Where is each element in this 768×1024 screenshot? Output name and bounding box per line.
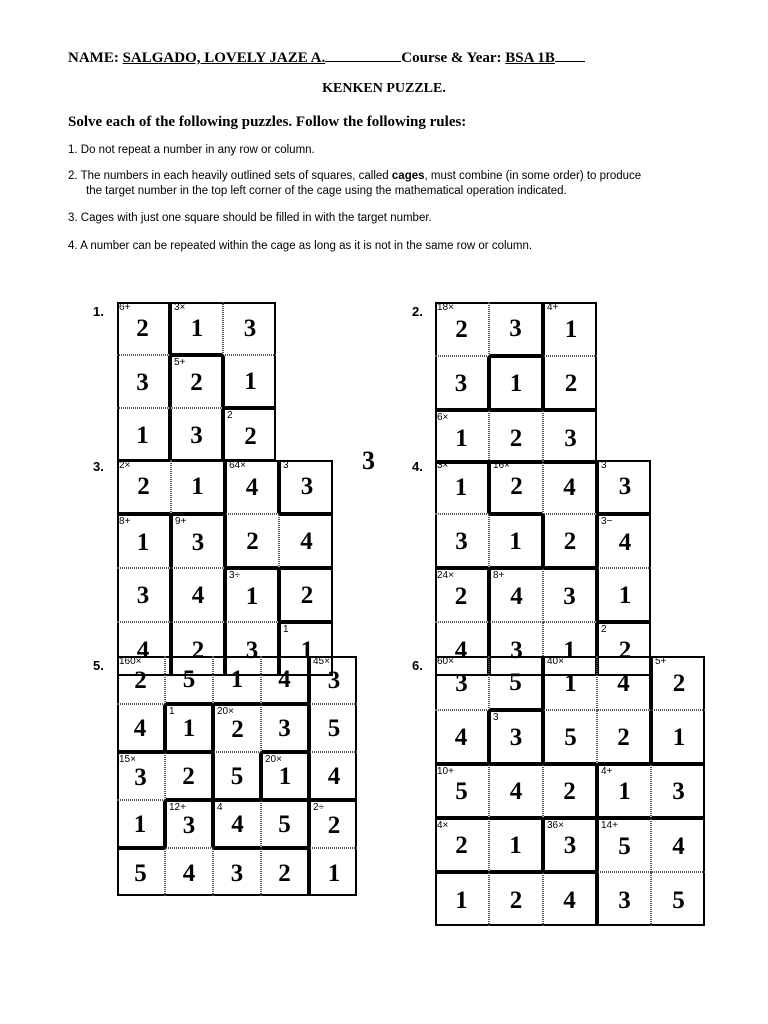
cell-answer: 1 <box>190 314 204 342</box>
cell-answer: 4 <box>672 832 685 860</box>
cell-answer: 2 <box>137 473 150 500</box>
cell-answer: 3 <box>563 832 577 859</box>
cell-answer: 1 <box>327 859 341 887</box>
puzzle-cell <box>165 800 213 848</box>
puzzle-cell <box>223 355 276 408</box>
puzzle-cell <box>651 764 705 818</box>
puzzle-cell <box>543 514 597 568</box>
cell-answer: 2 <box>231 715 244 743</box>
cell-answer: 1 <box>133 810 147 838</box>
cell-answer: 4 <box>300 528 313 555</box>
cell-answer: 2 <box>455 832 468 859</box>
course-value: BSA 1B <box>505 50 555 66</box>
cell-answer: 2 <box>563 778 576 805</box>
cell-answer: 3 <box>182 811 196 839</box>
puzzle-cell <box>279 568 333 622</box>
cell-answer: 2 <box>191 636 205 664</box>
cell-answer: 3 <box>563 582 576 610</box>
cage-clue: 6× <box>437 412 449 423</box>
puzzle-cell <box>435 568 489 622</box>
cage-clue: 20× <box>217 706 234 717</box>
cage-clue: 3× <box>174 302 186 313</box>
cell-answer: 2 <box>327 811 341 839</box>
puzzle-5-label: 5. <box>93 658 104 673</box>
cage-clue: 8+ <box>119 516 131 527</box>
puzzle-cell <box>435 356 489 410</box>
cell-answer: 5 <box>672 886 685 914</box>
cage-clue: 3 <box>493 712 499 723</box>
puzzle-cell <box>309 752 357 800</box>
puzzle-cell <box>543 302 597 356</box>
cell-answer: 5 <box>455 778 468 805</box>
cell-answer: 4 <box>509 778 523 805</box>
cell-answer: 1 <box>278 763 292 790</box>
cell-answer: 2 <box>510 473 523 500</box>
puzzle-cell <box>213 800 261 848</box>
cell-answer: 3 <box>136 582 150 609</box>
cell-answer: 3 <box>672 778 685 805</box>
cage-clue: 9+ <box>175 516 187 527</box>
cage-clue: 45× <box>313 656 330 667</box>
cage-clue: 12+ <box>169 802 186 813</box>
puzzle-cell <box>597 568 651 622</box>
cage-clue: 10+ <box>437 766 454 777</box>
puzzle-cell <box>597 764 651 818</box>
cell-answer: 2 <box>618 637 632 664</box>
cell-answer: 1 <box>454 473 468 501</box>
puzzle-cell <box>117 355 170 408</box>
cage-clue: 2÷ <box>313 802 325 813</box>
puzzle-cell <box>165 752 213 800</box>
cell-answer: 3 <box>509 315 522 342</box>
cage-clue: 2 <box>601 624 607 635</box>
cell-answer: 3 <box>564 425 577 452</box>
cell-answer: 1 <box>182 715 196 742</box>
cell-answer: 4 <box>454 636 468 664</box>
cell-answer: 3 <box>245 636 259 664</box>
cell-answer: 1 <box>509 832 522 859</box>
cell-answer: 1 <box>564 669 577 697</box>
puzzle-cell <box>225 568 279 622</box>
cell-answer: 1 <box>618 778 631 805</box>
cell-answer: 3 <box>509 724 523 751</box>
cell-answer: 1 <box>509 370 523 397</box>
puzzle-cell <box>279 514 333 568</box>
cell-answer: 2 <box>509 425 523 452</box>
puzzle-cell <box>651 656 705 710</box>
rule-1: 1. Do not repeat a number in any row or column. <box>68 144 315 156</box>
cell-answer: 1 <box>455 425 468 452</box>
cage-clue: 1 <box>283 624 289 635</box>
puzzle-cell <box>261 848 309 896</box>
puzzle-cell <box>117 752 165 800</box>
cell-answer: 3 <box>455 669 468 697</box>
cage-clue: 4 <box>217 802 223 813</box>
rule-2 <box>68 169 641 199</box>
puzzle-cell <box>171 460 225 514</box>
puzzle-cell <box>165 704 213 752</box>
cage-clue: 2× <box>119 460 131 471</box>
cell-answer: 1 <box>618 581 632 609</box>
course-underline <box>555 50 585 62</box>
puzzle-cell <box>261 704 309 752</box>
puzzle-cell <box>435 872 489 926</box>
puzzle-cell <box>117 704 165 752</box>
cage-clue: 60× <box>437 656 454 667</box>
course-label: Course & Year: <box>401 50 502 66</box>
cell-answer: 4 <box>278 666 291 693</box>
puzzle-cell <box>117 302 170 355</box>
cell-answer: 1 <box>136 422 149 449</box>
cell-answer: 2 <box>672 669 686 697</box>
puzzle-cell <box>597 460 651 514</box>
puzzle-cell <box>489 302 543 356</box>
puzzle-cell <box>309 800 357 848</box>
cell-answer: 2 <box>454 582 468 610</box>
rule-2-text-a: 2. The numbers in each heavily outlined sets of squares, called <box>68 170 392 182</box>
cage-clue: 24× <box>437 570 454 581</box>
puzzle-cell <box>261 800 309 848</box>
student-header <box>68 50 585 67</box>
puzzle-cell <box>213 704 261 752</box>
puzzle-cell <box>225 514 279 568</box>
puzzle-cell <box>597 514 651 568</box>
rule-4: 4. A number can be repeated within the cage as long as it is not in the same row or column. <box>68 240 533 252</box>
cell-answer: 5 <box>182 666 196 693</box>
puzzle-cell <box>213 752 261 800</box>
puzzle-cell <box>435 710 489 764</box>
puzzle-cell <box>489 872 543 926</box>
cage-clue: 15× <box>119 754 136 765</box>
cell-answer: 3 <box>510 636 523 664</box>
puzzle-2-label: 2. <box>412 304 423 319</box>
cell-answer: 1 <box>136 528 150 556</box>
cell-answer: 4 <box>191 582 205 609</box>
puzzle-cell <box>489 818 543 872</box>
puzzle-cell <box>597 656 651 710</box>
page-title: KENKEN PUZZLE. <box>322 81 446 96</box>
puzzle-cell <box>171 514 225 568</box>
puzzle-cell <box>489 568 543 622</box>
puzzle-cell <box>165 656 213 704</box>
puzzle-cell <box>435 764 489 818</box>
cell-answer: 3 <box>454 369 468 397</box>
puzzle-cell <box>170 302 223 355</box>
cell-answer: 4 <box>327 762 341 790</box>
puzzle-cell <box>117 408 170 461</box>
cage-clue: 64× <box>229 460 246 471</box>
cell-answer: 2 <box>300 582 314 609</box>
cage-clue: 1 <box>169 706 175 717</box>
cell-answer: 5 <box>564 723 577 751</box>
puzzle-cell <box>309 656 357 704</box>
cell-answer: 3 <box>136 368 149 396</box>
puzzle-cell <box>543 656 597 710</box>
cell-answer: 1 <box>564 315 578 343</box>
cell-answer: 5 <box>230 762 244 790</box>
puzzle-cell <box>435 514 489 568</box>
puzzle-cell <box>651 710 705 764</box>
cell-answer: 3 <box>455 527 468 555</box>
puzzle-cell <box>309 848 357 896</box>
cell-answer: 1 <box>509 528 522 555</box>
puzzle-4-label: 4. <box>412 459 423 474</box>
cage-clue: 4+ <box>601 766 613 777</box>
puzzle-cell <box>543 710 597 764</box>
stray-handwritten-number: 3 <box>362 446 375 475</box>
puzzle-cell <box>543 410 597 464</box>
cage-clue: 8+ <box>493 570 505 581</box>
puzzle-cell <box>117 656 165 704</box>
cell-answer: 4 <box>136 636 150 664</box>
cage-clue: 3÷ <box>229 570 241 581</box>
puzzle-3-label: 3. <box>93 459 104 474</box>
cell-answer: 2 <box>509 887 523 914</box>
cell-answer: 2 <box>455 315 468 343</box>
puzzle-cell <box>435 656 489 710</box>
cell-answer: 4 <box>563 473 576 501</box>
cell-answer: 4 <box>245 473 259 501</box>
cage-clue: 3 <box>601 460 607 471</box>
puzzle-cell <box>117 460 171 514</box>
puzzle-cell <box>223 408 276 461</box>
cell-answer: 1 <box>245 582 259 610</box>
puzzle-cell <box>213 656 261 704</box>
cell-answer: 4 <box>454 723 468 751</box>
puzzle-cell <box>117 568 171 622</box>
cell-answer: 1 <box>244 368 257 395</box>
cell-answer: 2 <box>244 422 257 450</box>
cage-clue: 36× <box>547 820 564 831</box>
cell-answer: 1 <box>455 887 468 914</box>
puzzle-cell <box>489 410 543 464</box>
puzzle-cell <box>279 460 333 514</box>
cage-clue: 4+ <box>547 302 559 313</box>
cell-answer: 2 <box>190 369 203 396</box>
puzzle-cell <box>435 818 489 872</box>
puzzle-cell <box>543 818 597 872</box>
cell-answer: 4 <box>617 669 630 697</box>
puzzle-cell <box>117 848 165 896</box>
cage-clue: 3 <box>283 460 289 471</box>
rule-3: 3. Cages with just one square should be filled in with the target number. <box>68 212 432 224</box>
cell-answer: 3 <box>278 715 291 742</box>
puzzle-cell <box>435 410 489 464</box>
name-label: NAME: <box>68 50 119 66</box>
cell-answer: 4 <box>231 811 244 838</box>
cage-clue: 18× <box>437 302 454 313</box>
cell-answer: 2 <box>617 723 630 751</box>
cell-answer: 5 <box>618 832 631 860</box>
cage-clue: 6+ <box>119 302 131 313</box>
cage-clue: 16× <box>493 460 510 471</box>
cage-clue: 2 <box>227 410 233 421</box>
puzzle-cell <box>309 704 357 752</box>
cell-answer: 5 <box>278 811 291 838</box>
cell-answer: 3 <box>618 886 631 914</box>
cell-answer: 4 <box>133 714 147 742</box>
rule-2-text-c: , must combine (in some order) to produce <box>424 170 642 182</box>
puzzle-cell <box>489 356 543 410</box>
puzzle-cell <box>489 656 543 710</box>
puzzle-cell <box>117 514 171 568</box>
puzzle-cell <box>597 710 651 764</box>
rule-2-text-d: the target number in the top left corner of the cage using the mathematical operation indicated. <box>86 185 567 197</box>
cage-clue: 20× <box>265 754 282 765</box>
instructions-heading: Solve each of the following puzzles. Follow the following rules: <box>68 114 467 130</box>
puzzle-cell <box>489 460 543 514</box>
cell-answer: 1 <box>230 666 244 693</box>
puzzle-cell <box>597 818 651 872</box>
cell-answer: 3 <box>230 860 244 887</box>
cell-answer: 4 <box>182 859 196 887</box>
cell-answer: 3 <box>327 666 341 694</box>
cell-answer: 4 <box>563 887 576 914</box>
cell-answer: 3 <box>243 315 257 342</box>
cell-answer: 2 <box>563 527 577 555</box>
puzzle-cell <box>261 656 309 704</box>
puzzle-cell <box>435 460 489 514</box>
puzzle-cell <box>261 752 309 800</box>
cell-answer: 2 <box>278 860 291 887</box>
cell-answer: 3 <box>190 422 203 449</box>
cell-answer: 1 <box>563 636 576 664</box>
puzzle-cell <box>543 872 597 926</box>
puzzle-cell <box>165 848 213 896</box>
puzzle-cell <box>651 872 705 926</box>
cell-answer: 2 <box>246 527 259 555</box>
puzzle-cell <box>171 568 225 622</box>
cage-clue: 40× <box>547 656 564 667</box>
puzzle-cell <box>117 800 165 848</box>
cell-answer: 2 <box>134 666 147 694</box>
cage-clue: 4× <box>437 820 449 831</box>
name-underline <box>325 50 401 62</box>
puzzle-cell <box>543 568 597 622</box>
puzzle-cell <box>489 710 543 764</box>
puzzle-1-label: 1. <box>93 304 104 319</box>
cell-answer: 3 <box>191 528 205 556</box>
cage-clue: 160× <box>119 656 142 667</box>
cell-answer: 3 <box>134 763 147 791</box>
puzzle-cell <box>170 355 223 408</box>
puzzle-cell <box>435 302 489 356</box>
puzzle-cell <box>225 460 279 514</box>
puzzle-cell <box>213 848 261 896</box>
puzzle-6-label: 6. <box>412 658 423 673</box>
puzzle-cell <box>223 302 276 355</box>
puzzle-cell <box>543 764 597 818</box>
puzzle-cell <box>651 818 705 872</box>
cage-clue: 5+ <box>174 357 186 368</box>
puzzle-cell <box>489 764 543 818</box>
puzzle-cell <box>597 872 651 926</box>
puzzle-cell <box>543 460 597 514</box>
cell-answer: 2 <box>182 763 195 790</box>
cell-answer: 2 <box>564 369 578 397</box>
cell-answer: 3 <box>300 473 314 500</box>
cell-answer: 2 <box>136 315 149 342</box>
name-value: SALGADO, LOVELY JAZE A. <box>122 50 326 66</box>
cage-clue: 14+ <box>601 820 618 831</box>
cell-answer: 1 <box>191 473 204 500</box>
cell-answer: 4 <box>510 582 523 610</box>
cage-clue: 3× <box>437 460 449 471</box>
cell-answer: 1 <box>672 723 686 751</box>
rule-2-cages-word: cages <box>391 170 425 182</box>
puzzle-cell <box>543 356 597 410</box>
cage-clue: 5+ <box>655 656 667 667</box>
cell-answer: 5 <box>327 715 341 742</box>
puzzle-cell <box>170 408 223 461</box>
cell-answer: 5 <box>134 860 147 887</box>
cell-answer: 1 <box>300 637 314 664</box>
cage-clue: 3− <box>601 516 613 527</box>
puzzle-cell <box>489 514 543 568</box>
cell-answer: 5 <box>509 669 522 696</box>
cell-answer: 4 <box>618 528 632 556</box>
cell-answer: 3 <box>618 473 632 500</box>
